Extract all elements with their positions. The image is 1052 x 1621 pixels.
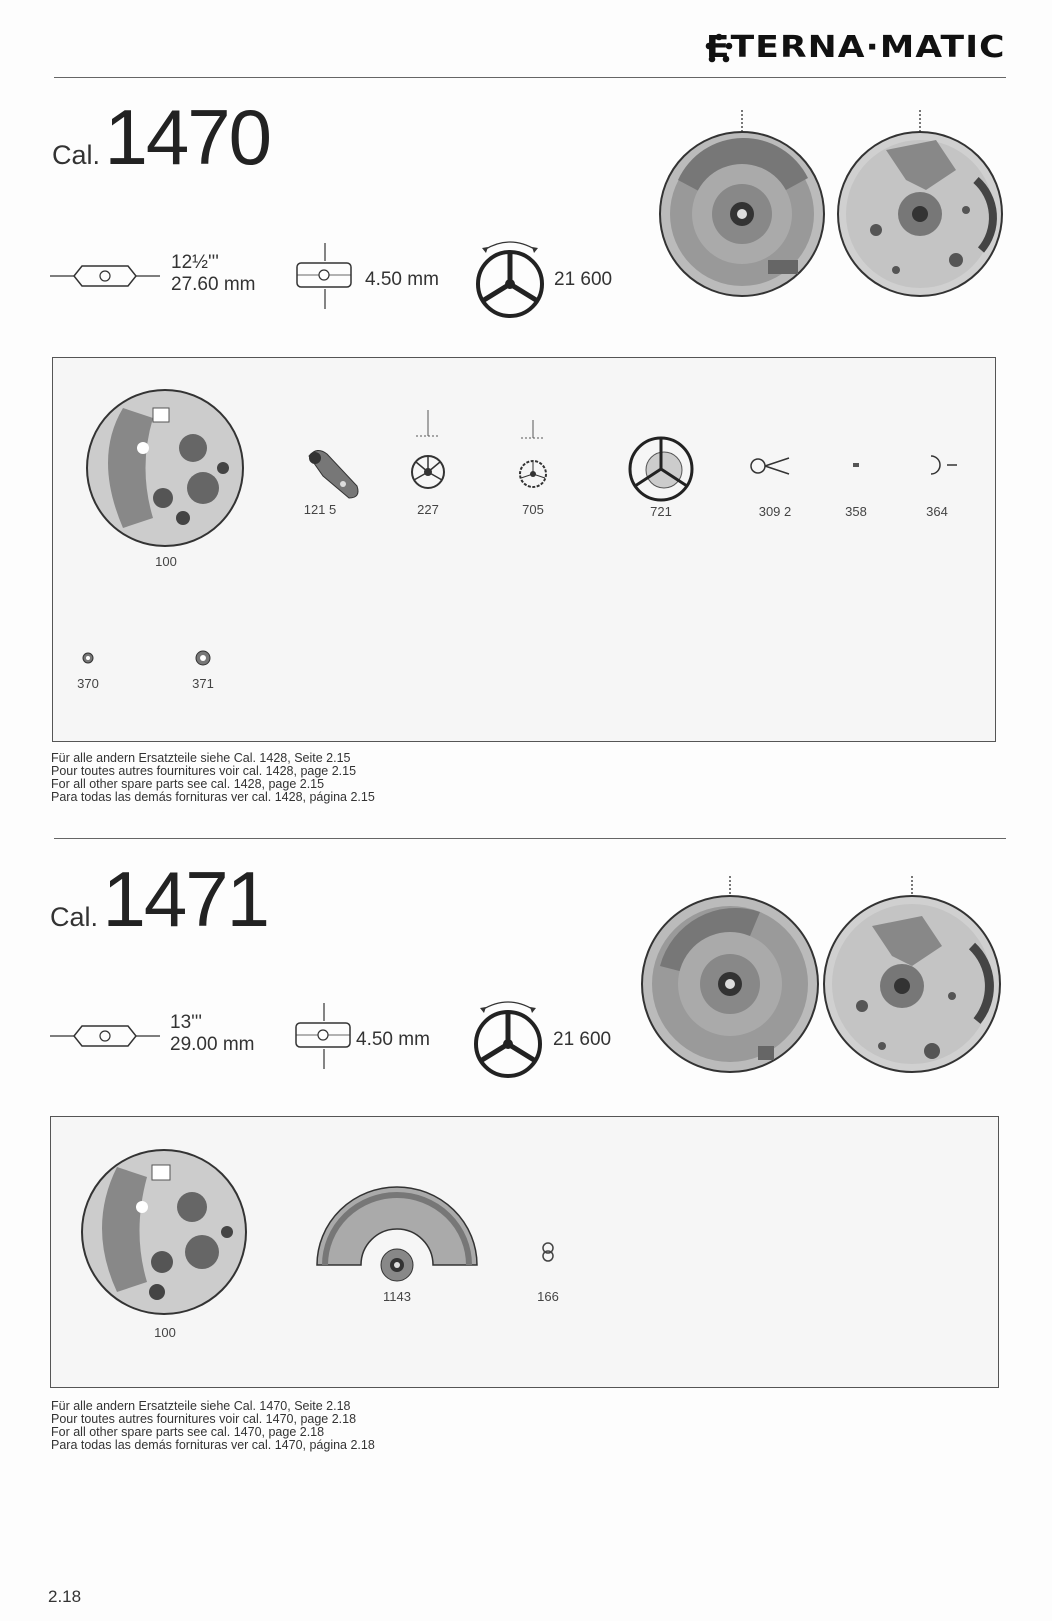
part-number: 309 2 bbox=[758, 504, 792, 519]
cal-title-1470 bbox=[52, 93, 270, 181]
part-number: 721 bbox=[650, 504, 672, 519]
footnote-line: For all other spare parts see cal. 1428, page 2.15 bbox=[51, 777, 325, 791]
height-icon bbox=[294, 1003, 354, 1073]
part-number: 370 bbox=[77, 676, 99, 691]
size-block-1470 bbox=[171, 252, 255, 296]
spring-part-icon bbox=[749, 454, 793, 478]
part-number: 227 bbox=[417, 502, 439, 517]
brand-header bbox=[703, 30, 1006, 65]
part-number: 166 bbox=[537, 1289, 559, 1304]
cal-number: 1471 bbox=[102, 855, 268, 943]
part-number: 364 bbox=[926, 504, 948, 519]
frequency-value: 21 600 bbox=[554, 269, 613, 290]
footnote-line: Pour toutes autres fournitures voir cal. 1470, page 2.18 bbox=[51, 1412, 357, 1426]
parts-panel-1471 bbox=[50, 1116, 999, 1388]
movement-dial-photo-1471 bbox=[822, 876, 1002, 1076]
size-ligne: 12½''' bbox=[171, 252, 219, 273]
rotor-part-icon bbox=[315, 1185, 480, 1291]
movement-rotor-photo-1471 bbox=[640, 876, 820, 1076]
screw-part-icon bbox=[852, 462, 860, 468]
size-mm: 27.60 mm bbox=[171, 274, 256, 295]
footnote-1470 bbox=[51, 752, 375, 804]
part-number: 371 bbox=[192, 676, 214, 691]
footnote-line: Für alle andern Ersatzteile siehe Cal. 1428, Seite 2.15 bbox=[51, 751, 351, 765]
main-plate-part-icon bbox=[83, 388, 248, 548]
cal-number: 1470 bbox=[104, 93, 270, 181]
part-number: 1143 bbox=[383, 1289, 411, 1304]
movement-rotor-photo-1470 bbox=[658, 110, 828, 300]
balance-wheel-icon bbox=[474, 240, 546, 318]
part-number: 100 bbox=[155, 554, 177, 569]
part-number: 100 bbox=[154, 1325, 176, 1340]
diameter-icon bbox=[50, 262, 160, 290]
lever-part-icon bbox=[303, 446, 363, 502]
movement-dial-photo-1470 bbox=[836, 110, 1006, 300]
height-value: 4.50 mm bbox=[365, 269, 439, 290]
height-icon bbox=[295, 243, 355, 313]
parts-panel-1470 bbox=[52, 357, 996, 742]
footnote-line: Für alle andern Ersatzteile siehe Cal. 1470, Seite 2.18 bbox=[51, 1399, 351, 1413]
balance-part-icon bbox=[628, 436, 694, 502]
jewel-part-icon bbox=[82, 652, 94, 664]
size-block-1471 bbox=[170, 1012, 254, 1056]
cal-label: Cal. bbox=[52, 140, 101, 170]
footnote-line: Para todas las demás fornituras ver cal. 1470, página 2.18 bbox=[51, 1438, 375, 1452]
diameter-icon bbox=[50, 1022, 160, 1050]
main-plate-part-icon bbox=[77, 1147, 252, 1317]
frequency-value: 21 600 bbox=[553, 1029, 612, 1050]
footnote-line: Pour toutes autres fournitures voir cal. 1428, page 2.15 bbox=[51, 764, 357, 778]
section-rule bbox=[54, 838, 1006, 839]
balance-wheel-icon bbox=[472, 1000, 544, 1078]
ball-bearing-part-icon bbox=[539, 1241, 557, 1263]
size-mm: 29.00 mm bbox=[170, 1034, 255, 1055]
height-value: 4.50 mm bbox=[356, 1029, 430, 1050]
page-number: 2.18 bbox=[48, 1587, 82, 1606]
part-number: 705 bbox=[522, 502, 544, 517]
gear-part-icon bbox=[515, 420, 551, 500]
footnote-line: Para todas las demás fornituras ver cal. 1428, página 2.15 bbox=[51, 790, 375, 804]
footnote-1471 bbox=[51, 1400, 375, 1452]
wheel-part-icon bbox=[408, 410, 448, 500]
part-number: 358 bbox=[845, 504, 867, 519]
header-rule bbox=[54, 77, 1006, 78]
size-ligne: 13''' bbox=[170, 1012, 203, 1033]
footnote-line: For all other spare parts see cal. 1470, page 2.18 bbox=[51, 1425, 325, 1439]
clip-part-icon bbox=[925, 452, 959, 478]
cal-title-1471 bbox=[50, 855, 268, 943]
jewel-part-icon bbox=[195, 650, 211, 666]
part-number: 121 5 bbox=[303, 502, 337, 517]
cal-label: Cal. bbox=[50, 902, 99, 932]
brand-name: ETERNA·MATIC bbox=[706, 30, 1006, 65]
